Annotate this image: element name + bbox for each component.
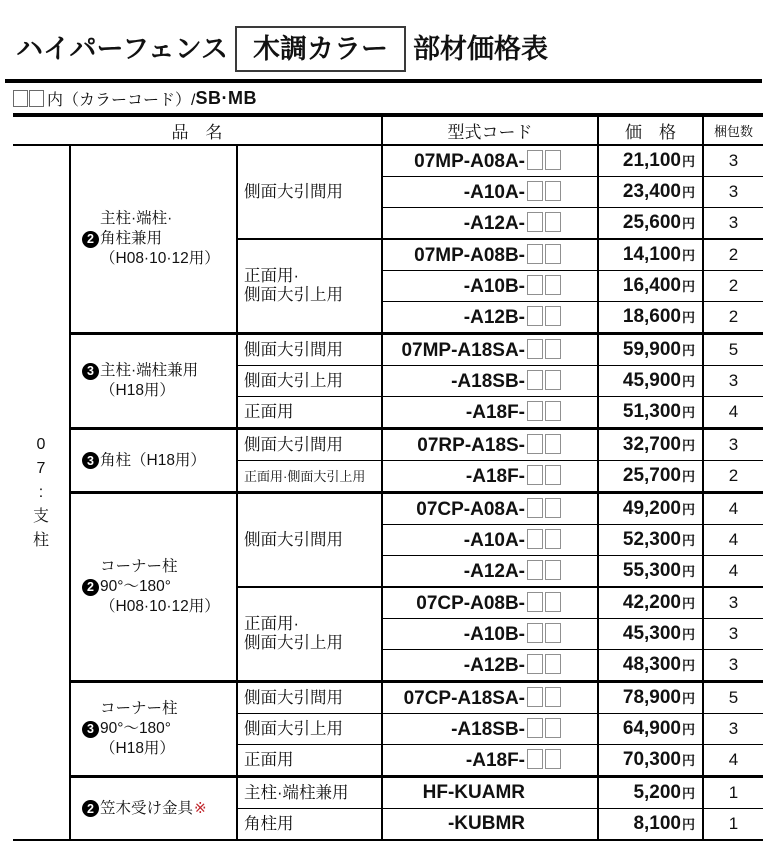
title-color-series-box: 木調カラー [235, 26, 406, 72]
yen-suffix: 円 [682, 753, 696, 768]
packing-qty-cell: 4 [703, 397, 763, 429]
table-row [13, 493, 763, 525]
usage-type-line: 正面用 [244, 750, 294, 769]
price-value: 18,600 [622, 306, 681, 327]
color-code-box-icon [527, 529, 543, 549]
color-code-note-text: 内（カラーコード）/ [47, 92, 196, 109]
side-category-label [13, 145, 70, 840]
side-label-char: 柱 [32, 531, 49, 549]
model-code-cell [382, 429, 598, 461]
product-group-line [82, 699, 236, 719]
usage-type-line: 側面大引間用 [244, 688, 343, 707]
circled-number-badge: 2 [82, 579, 99, 596]
model-code-text: -A18F- [465, 401, 526, 423]
usage-type-line: 側面大引間用 [244, 435, 343, 454]
model-code-cell [382, 334, 598, 366]
usage-type-line: 正面用·側面大引上用 [244, 468, 366, 484]
price-cell [598, 145, 703, 177]
col-header-price: 価 格 [598, 115, 703, 145]
price-table [13, 113, 763, 841]
product-group-line [82, 229, 236, 249]
side-label-char: 0 [36, 435, 46, 453]
model-code-text: 07CP-A08B- [416, 592, 526, 614]
price-cell [598, 239, 703, 271]
product-group-text: 90°〜180° [100, 720, 171, 737]
badge-spacer [82, 259, 100, 260]
model-code-cell [382, 809, 598, 841]
price-value: 55,300 [622, 560, 681, 581]
packing-qty-cell: 3 [703, 208, 763, 240]
price-value: 25,600 [622, 212, 681, 233]
yen-suffix: 円 [682, 691, 696, 706]
usage-type-line: 側面大引間用 [244, 530, 343, 549]
usage-type-line: 正面用 [244, 402, 294, 421]
color-code-box-icon [527, 465, 543, 485]
usage-type-cell [237, 397, 382, 429]
price-cell [598, 650, 703, 682]
packing-qty-cell: 4 [703, 745, 763, 777]
model-code-text: -KUBMR [447, 813, 526, 834]
packing-qty-cell: 2 [703, 271, 763, 302]
product-group-line [82, 597, 236, 617]
model-code-text: 07CP-A08A- [416, 498, 526, 520]
product-group-text: 角柱（H18用） [100, 451, 206, 469]
model-code-text: -A18SB- [451, 718, 526, 740]
divider-line [5, 79, 762, 83]
circled-number-badge: 3 [82, 363, 99, 380]
color-code-box-icon [545, 529, 561, 549]
product-group-line [82, 799, 236, 819]
model-code-text: -A10A- [463, 181, 526, 203]
price-value: 45,900 [622, 370, 681, 391]
color-code-box-icon [545, 560, 561, 580]
badge-spacer [82, 749, 100, 750]
reference-mark: ※ [194, 799, 207, 817]
price-cell [598, 525, 703, 556]
usage-type-cell [237, 745, 382, 777]
badge-spacer [82, 219, 100, 220]
model-code-cell [382, 777, 598, 809]
price-cell [598, 302, 703, 334]
product-group-line [82, 739, 236, 759]
badge-spacer [82, 709, 100, 710]
price-value: 25,700 [622, 465, 681, 486]
model-code-cell [382, 397, 598, 429]
color-code-box-icon [545, 370, 561, 390]
yen-suffix: 円 [682, 216, 696, 231]
model-code-cell [382, 145, 598, 177]
color-code-box-icon [545, 687, 561, 707]
usage-type-line: 側面大引上用 [244, 634, 343, 652]
usage-type-cell [237, 682, 382, 714]
circled-number-badge: 3 [82, 452, 99, 469]
model-code-text: -A12B- [463, 306, 526, 328]
model-code-cell [382, 556, 598, 588]
color-code-box-icon [527, 181, 543, 201]
product-group-text: （H18用） [100, 740, 175, 757]
price-cell [598, 208, 703, 240]
packing-qty-cell: 4 [703, 556, 763, 588]
yen-suffix: 円 [682, 596, 696, 611]
col-header-name: 品 名 [13, 115, 382, 145]
color-code-box-icon [527, 560, 543, 580]
product-group-line [82, 557, 236, 577]
model-code-cell [382, 177, 598, 208]
packing-qty-cell: 2 [703, 461, 763, 493]
product-group-cell [70, 777, 237, 841]
product-group-text: 笠木受け金具 [100, 799, 194, 817]
packing-qty-cell: 4 [703, 493, 763, 525]
model-code-cell [382, 461, 598, 493]
model-code-text: 07MP-A08A- [414, 150, 526, 172]
price-value: 21,100 [622, 150, 681, 171]
product-group-text: 90°〜180° [100, 578, 171, 595]
product-group-cell [70, 493, 237, 682]
color-code-placeholder-box-icon [29, 90, 44, 107]
color-code-box-icon [545, 212, 561, 232]
color-code-box-icon [545, 339, 561, 359]
product-group-text: 角柱兼用 [100, 230, 163, 247]
product-group-line [82, 249, 236, 269]
product-group-cell [70, 334, 237, 429]
color-code-box-icon [527, 718, 543, 738]
title-suffix: 部材価格表 [412, 33, 548, 64]
usage-type-cell [237, 714, 382, 745]
yen-suffix: 円 [682, 658, 696, 673]
packing-qty-cell: 2 [703, 239, 763, 271]
yen-suffix: 円 [682, 405, 696, 420]
packing-qty-cell: 3 [703, 714, 763, 745]
color-code-box-icon [545, 401, 561, 421]
packing-qty-cell: 3 [703, 587, 763, 619]
usage-type-cell [237, 429, 382, 461]
price-value: 5,200 [633, 782, 681, 803]
product-group-text: コーナー柱 [100, 558, 178, 575]
color-code-box-icon [527, 275, 543, 295]
model-code-cell [382, 271, 598, 302]
color-code-box-icon [545, 434, 561, 454]
color-code-box-icon [545, 498, 561, 518]
color-code-box-icon [527, 749, 543, 769]
usage-type-line: 側面大引間用 [244, 182, 343, 201]
col-header-qty: 梱包数 [703, 115, 763, 145]
color-code-box-icon [527, 212, 543, 232]
product-group-text: コーナー柱 [100, 700, 178, 717]
yen-suffix: 円 [682, 627, 696, 642]
price-cell [598, 461, 703, 493]
model-code-text: -A18SB- [451, 370, 526, 392]
table-row [13, 777, 763, 809]
product-group-name [71, 209, 236, 269]
model-code-text: 07MP-A08B- [414, 244, 526, 266]
price-cell [598, 271, 703, 302]
side-label-char: : [38, 483, 44, 501]
usage-type-line: 側面大引上用 [244, 286, 343, 304]
price-cell [598, 809, 703, 841]
color-code-box-icon [527, 687, 543, 707]
yen-suffix: 円 [682, 786, 696, 801]
table-row [13, 334, 763, 366]
usage-type-cell [237, 145, 382, 239]
color-code-box-icon [545, 181, 561, 201]
color-code-box-icon [527, 623, 543, 643]
price-value: 70,300 [622, 749, 681, 770]
product-group-text: （H08·10·12用） [100, 598, 220, 615]
yen-suffix: 円 [682, 279, 696, 294]
price-value: 49,200 [622, 498, 681, 519]
price-cell [598, 714, 703, 745]
model-code-text: -A18F- [465, 749, 526, 771]
price-value: 52,300 [622, 529, 681, 550]
packing-qty-cell: 3 [703, 619, 763, 650]
model-code-cell [382, 493, 598, 525]
product-group-cell [70, 145, 237, 334]
badge-spacer [82, 567, 100, 568]
model-code-cell [382, 745, 598, 777]
model-code-text: 07CP-A18SA- [403, 687, 526, 709]
color-code-placeholder-box-icon [13, 90, 28, 107]
product-group-line [82, 451, 236, 471]
product-group-name [71, 799, 236, 819]
packing-qty-cell: 3 [703, 650, 763, 682]
side-label-char: 支 [32, 507, 49, 525]
product-group-name [71, 699, 236, 759]
color-code-box-icon [545, 306, 561, 326]
usage-type-cell [237, 809, 382, 841]
color-code-box-icon [527, 370, 543, 390]
packing-qty-cell: 3 [703, 145, 763, 177]
price-cell [598, 397, 703, 429]
price-value: 23,400 [622, 181, 681, 202]
yen-suffix: 円 [682, 154, 696, 169]
table-header-row [13, 115, 763, 145]
table-row [13, 145, 763, 177]
packing-qty-cell: 5 [703, 334, 763, 366]
packing-qty-cell: 3 [703, 429, 763, 461]
color-code-box-icon [545, 150, 561, 170]
model-code-text: -A10A- [463, 529, 526, 551]
yen-suffix: 円 [682, 817, 696, 832]
model-code-text: -A12A- [463, 212, 526, 234]
badge-spacer [82, 391, 100, 392]
price-cell [598, 493, 703, 525]
model-code-text: -A18F- [465, 465, 526, 487]
product-group-text: （H08·10·12用） [100, 250, 220, 267]
color-code-box-icon [545, 623, 561, 643]
model-code-cell [382, 525, 598, 556]
model-code-cell [382, 366, 598, 397]
price-value: 45,300 [622, 623, 681, 644]
packing-qty-cell: 3 [703, 177, 763, 208]
model-code-text: 07MP-A18SA- [401, 339, 526, 361]
color-code-box-icon [527, 401, 543, 421]
packing-qty-cell: 2 [703, 302, 763, 334]
model-code-cell [382, 208, 598, 240]
price-value: 14,100 [622, 244, 681, 265]
usage-type-line: 側面大引上用 [244, 371, 343, 390]
page-title [16, 26, 767, 72]
col-header-code: 型式コード [382, 115, 598, 145]
color-code-box-icon [545, 749, 561, 769]
yen-suffix: 円 [682, 533, 696, 548]
product-group-text: 主柱·端柱· [100, 210, 173, 227]
price-value: 32,700 [622, 434, 681, 455]
model-code-cell [382, 587, 598, 619]
packing-qty-cell: 3 [703, 366, 763, 397]
price-value: 51,300 [622, 401, 681, 422]
usage-type-cell [237, 587, 382, 682]
yen-suffix: 円 [682, 564, 696, 579]
packing-qty-cell: 1 [703, 809, 763, 841]
circled-number-badge: 2 [82, 231, 99, 248]
model-code-text: 07RP-A18S- [417, 434, 526, 456]
model-code-cell [382, 650, 598, 682]
price-cell [598, 587, 703, 619]
price-cell [598, 682, 703, 714]
usage-type-line: 正面用· [244, 267, 299, 285]
color-code-box-icon [527, 339, 543, 359]
model-code-text: -A10B- [463, 623, 526, 645]
yen-suffix: 円 [682, 469, 696, 484]
color-code-box-icon [527, 306, 543, 326]
product-group-line [82, 209, 236, 229]
color-code-box-icon [527, 434, 543, 454]
color-code-box-icon [545, 654, 561, 674]
product-group-cell [70, 429, 237, 493]
packing-qty-cell: 1 [703, 777, 763, 809]
product-group-cell [70, 682, 237, 777]
usage-type-line: 主柱·端柱兼用 [244, 783, 349, 802]
product-group-line [82, 719, 236, 739]
product-group-text: 主柱·端柱兼用 [100, 362, 199, 379]
table-row [13, 429, 763, 461]
usage-type-cell [237, 366, 382, 397]
yen-suffix: 円 [682, 438, 696, 453]
product-group-line [82, 361, 236, 381]
model-code-cell [382, 619, 598, 650]
usage-type-line: 正面用· [244, 615, 299, 633]
model-code-cell [382, 302, 598, 334]
price-cell [598, 177, 703, 208]
usage-type-cell [237, 461, 382, 493]
model-code-text: -A10B- [463, 275, 526, 297]
product-group-name [71, 557, 236, 617]
price-value: 16,400 [622, 275, 681, 296]
usage-type-cell [237, 239, 382, 334]
price-cell [598, 619, 703, 650]
color-code-box-icon [527, 498, 543, 518]
product-group-line [82, 577, 236, 597]
product-group-name [71, 451, 236, 471]
side-label-char: 7 [36, 459, 46, 477]
usage-type-line: 角柱用 [244, 814, 294, 833]
usage-type-cell [237, 777, 382, 809]
price-value: 59,900 [622, 339, 681, 360]
price-value: 42,200 [622, 592, 681, 613]
price-value: 64,900 [622, 718, 681, 739]
product-group-name [71, 361, 236, 401]
color-code-box-icon [545, 465, 561, 485]
yen-suffix: 円 [682, 722, 696, 737]
price-cell [598, 334, 703, 366]
color-code-note [13, 87, 767, 110]
color-code-box-icon [527, 244, 543, 264]
yen-suffix: 円 [682, 185, 696, 200]
yen-suffix: 円 [682, 502, 696, 517]
price-cell [598, 745, 703, 777]
packing-qty-cell: 4 [703, 525, 763, 556]
circled-number-badge: 2 [82, 800, 99, 817]
price-value: 78,900 [622, 687, 681, 708]
color-code-box-icon [545, 592, 561, 612]
color-code-box-icon [545, 275, 561, 295]
color-code-box-icon [545, 718, 561, 738]
badge-spacer [82, 607, 100, 608]
model-code-text: -A12A- [463, 560, 526, 582]
price-value: 48,300 [622, 654, 681, 675]
color-code-box-icon [545, 244, 561, 264]
price-cell [598, 556, 703, 588]
product-group-text: （H18用） [100, 382, 175, 399]
model-code-cell [382, 682, 598, 714]
table-row [13, 682, 763, 714]
title-product-name: ハイパーフェンス [16, 33, 228, 64]
usage-type-cell [237, 334, 382, 366]
model-code-text: HF-KUAMR [422, 782, 526, 803]
yen-suffix: 円 [682, 248, 696, 263]
model-code-cell [382, 714, 598, 745]
color-code-values: SB·MB [195, 88, 257, 108]
color-code-box-icon [527, 150, 543, 170]
price-cell [598, 366, 703, 397]
packing-qty-cell: 5 [703, 682, 763, 714]
usage-type-cell [237, 493, 382, 588]
yen-suffix: 円 [682, 374, 696, 389]
yen-suffix: 円 [682, 343, 696, 358]
usage-type-line: 側面大引上用 [244, 719, 343, 738]
price-cell [598, 429, 703, 461]
product-group-line [82, 381, 236, 401]
model-code-cell [382, 239, 598, 271]
price-cell [598, 777, 703, 809]
price-value: 8,100 [633, 813, 681, 834]
usage-type-line: 側面大引間用 [244, 340, 343, 359]
model-code-text: -A12B- [463, 654, 526, 676]
yen-suffix: 円 [682, 310, 696, 325]
color-code-box-icon [527, 654, 543, 674]
circled-number-badge: 3 [82, 721, 99, 738]
color-code-box-icon [527, 592, 543, 612]
